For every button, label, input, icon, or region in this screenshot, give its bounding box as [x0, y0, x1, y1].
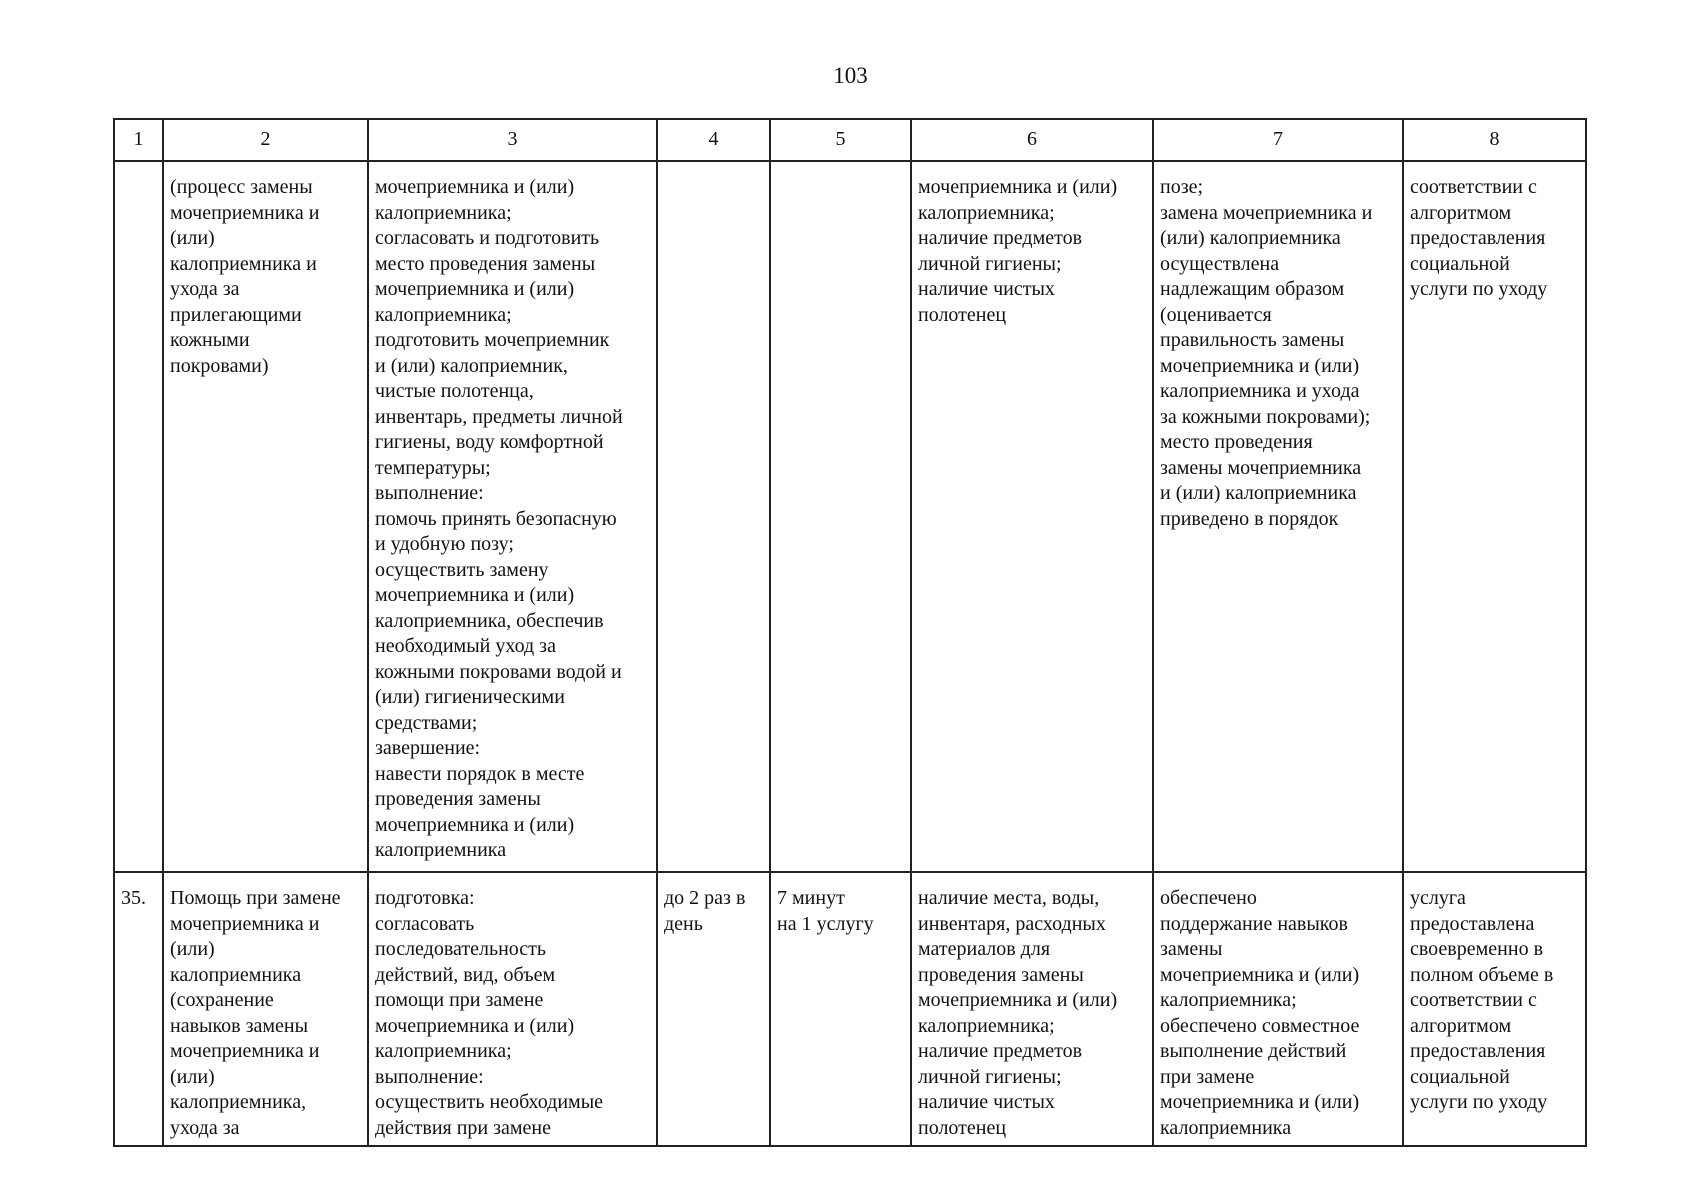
frequency-cell — [657, 161, 770, 872]
services-table — [113, 118, 1587, 1147]
service-content-cell: мочеприемника и (или) калоприемника; согласовать и подготовить место проведения замены мочеприемника и (или) калоприемника; подготовить мочеприемник и (или) калоприемник, чистые полотенца, инвентарь, предметы личной гигиены, воду комфортной температуры; выполнение: помочь принять безопасную и удобную позу; осуществить замену мочеприемника и (или) калоприемника, обеспечив необходимый уход за кожными покровами водой и (или) гигиеническими средствами; завершение: навести порядок в месте проведения замены мочеприемника и (или) калоприемника — [368, 161, 657, 872]
conditions-cell: мочеприемника и (или) калоприемника; наличие предметов личной гигиены; наличие чистых полотенец — [911, 161, 1153, 872]
quality-indicators-cell: обеспечено поддержание навыков замены мочеприемника и (или) калоприемника; обеспечено совместное выполнение действий при замене мочеприемника и (или) калоприемника — [1153, 872, 1403, 1146]
column-header: 8 — [1403, 119, 1586, 161]
evaluation-cell: услуга предоставлена своевременно в полном объеме в соответствии с алгоритмом предоставления социальной услуги по уходу — [1403, 872, 1586, 1146]
row-number-cell — [114, 161, 163, 872]
service-name-cell: (процесс замены мочеприемника и (или) калоприемника и ухода за прилегающими кожными покровами) — [163, 161, 368, 872]
column-header: 2 — [163, 119, 368, 161]
page-number: 103 — [833, 63, 868, 88]
quality-indicators-cell: позе; замена мочеприемника и (или) калоприемника осуществлена надлежащим образом (оценивается правильность замены мочеприемника и (или) калоприемника и ухода за кожными покровами); место проведения замены мочеприемника и (или) калоприемника приведено в порядок — [1153, 161, 1403, 872]
table-row — [114, 161, 1586, 872]
row-number-cell: 35. — [114, 872, 163, 1146]
evaluation-cell: соответствии с алгоритмом предоставления социальной услуги по уходу — [1403, 161, 1586, 872]
column-header: 5 — [770, 119, 911, 161]
duration-cell — [770, 161, 911, 872]
column-header: 7 — [1153, 119, 1403, 161]
table-header-row — [114, 119, 1586, 161]
column-header: 3 — [368, 119, 657, 161]
frequency-cell: до 2 раз в день — [657, 872, 770, 1146]
service-name-cell: Помощь при замене мочеприемника и (или) калоприемника (сохранение навыков замены мочеприемника и (или) калоприемника, ухода за — [163, 872, 368, 1146]
column-header: 4 — [657, 119, 770, 161]
column-header: 1 — [114, 119, 163, 161]
table-row — [114, 872, 1586, 1146]
service-content-cell: подготовка: согласовать последовательность действий, вид, объем помощи при замене мочеприемника и (или) калоприемника; выполнение: осуществить необходимые действия при замене — [368, 872, 657, 1146]
column-header: 6 — [911, 119, 1153, 161]
duration-cell: 7 минут на 1 услугу — [770, 872, 911, 1146]
conditions-cell: наличие места, воды, инвентаря, расходных материалов для проведения замены мочеприемника и (или) калоприемника; наличие предметов личной гигиены; наличие чистых полотенец — [911, 872, 1153, 1146]
